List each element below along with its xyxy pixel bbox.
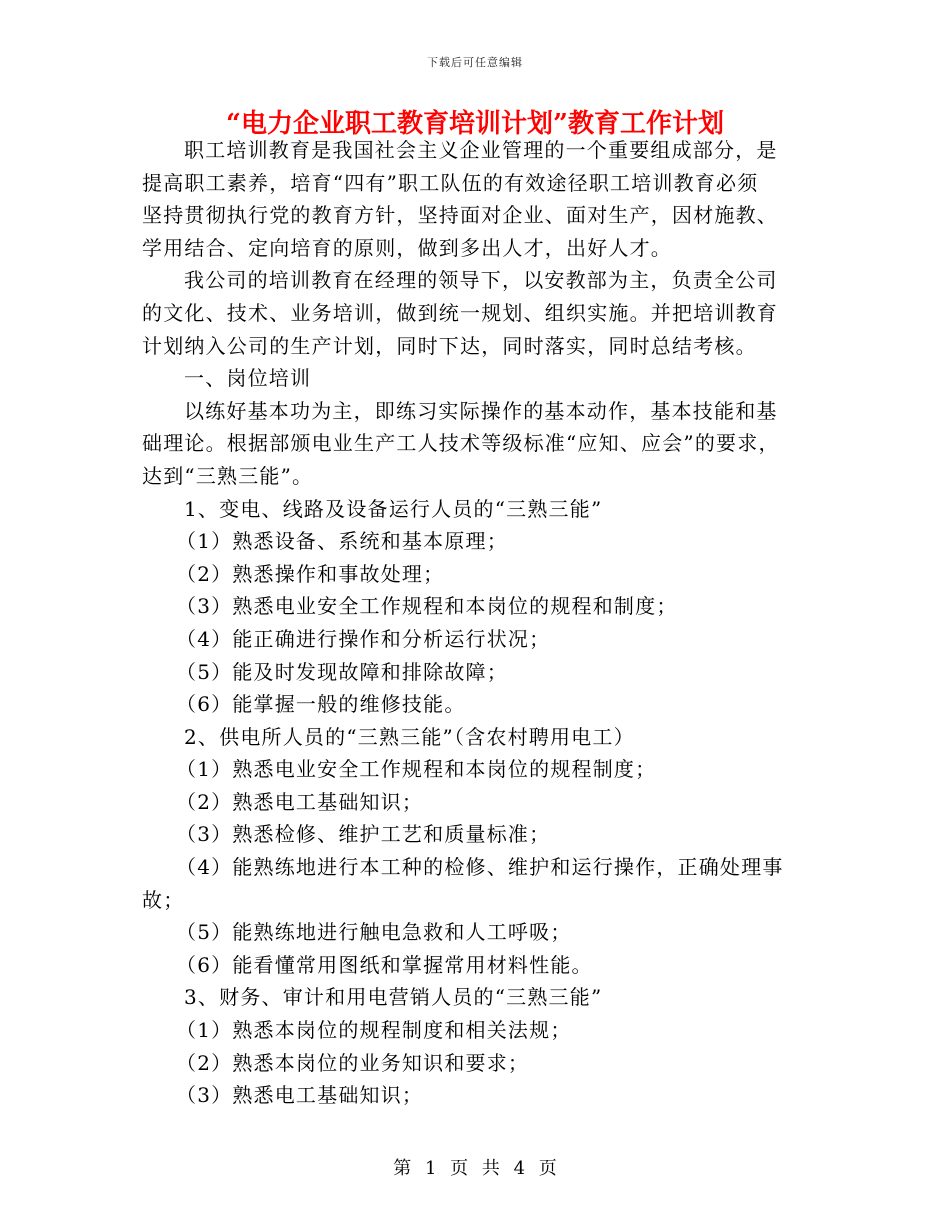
list-item-continuation: 故； bbox=[142, 887, 185, 912]
page-footer: 第 1 页 共 4 页 bbox=[393, 1158, 557, 1179]
list-item: （4）能熟练地进行本工种的检修、维护和运行操作，正确处理事 bbox=[176, 855, 784, 880]
list-item: （2）熟悉本岗位的业务知识和要求； bbox=[176, 1050, 530, 1075]
document-body bbox=[142, 134, 808, 1112]
paragraph-line: 计划纳入公司的生产计划，同时下达，同时落实，同时总结考核。 bbox=[142, 333, 757, 358]
document-title: “电力企业职工教育培训计划”教育工作计划 bbox=[226, 109, 724, 139]
list-item: （5）能及时发现故障和排除故障； bbox=[176, 659, 508, 684]
paragraph-line: 的文化、技术、业务培训，做到统一规划、组织实施。并把培训教育 bbox=[142, 300, 778, 325]
list-item: （6）能看懂常用图纸和掌握常用材料性能。 bbox=[176, 952, 593, 977]
list-item: （1）熟悉本岗位的规程制度和相关法规； bbox=[176, 1018, 572, 1043]
list-item: （1）熟悉电业安全工作规程和本岗位的规程制度； bbox=[176, 757, 657, 782]
list-item: （6）能掌握一般的维修技能。 bbox=[176, 692, 466, 717]
paragraph-line: 提高职工素养，培育“四有”职工队伍的有效途径职工培训教育必须 bbox=[142, 170, 759, 195]
paragraph-line: 我公司的培训教育在经理的领导下，以安教部为主，负责全公司 bbox=[184, 268, 778, 293]
paragraph-line: 坚持贯彻执行党的教育方针，坚持面对企业、面对生产，因材施教、 bbox=[142, 203, 778, 228]
paragraph-line: 以练好基本功为主，即练习实际操作的基本动作，基本技能和基 bbox=[184, 398, 778, 423]
list-item: （3）熟悉电业安全工作规程和本岗位的规程和制度； bbox=[176, 594, 678, 619]
list-item: （3）熟悉检修、维护工艺和质量标准； bbox=[176, 822, 551, 847]
list-item: （2）熟悉操作和事故处理； bbox=[176, 561, 445, 586]
page-header: 下载后可任意编辑 bbox=[427, 56, 523, 69]
paragraph-line: 职工培训教育是我国社会主义企业管理的一个重要组成部分，是 bbox=[184, 138, 778, 162]
list-item: （1）熟悉设备、系统和基本原理； bbox=[176, 529, 508, 554]
list-item: （5）能熟练地进行触电急救和人工呼吸； bbox=[176, 920, 572, 945]
section-heading: 一、岗位培训 bbox=[184, 366, 312, 391]
list-item: （3）熟悉电工基础知识； bbox=[176, 1083, 424, 1108]
list-item: （2）熟悉电工基础知识； bbox=[176, 789, 424, 814]
subsection-heading: 1、变电、线路及设备运行人员的“三熟三能” bbox=[184, 496, 603, 521]
subsection-heading: 3、财务、审计和用电营销人员的“三熟三能” bbox=[184, 985, 603, 1010]
paragraph-line: 达到“三熟三能”。 bbox=[142, 463, 314, 488]
subsection-heading: 2、供电所人员的“三熟三能”（含农村聘用电工） bbox=[184, 724, 635, 749]
paragraph-line: 础理论。根据部颁电业生产工人技术等级标准“应知、应会”的要求， bbox=[142, 431, 780, 456]
paragraph-line: 学用结合、定向培育的原则，做到多出人才，出好人才。 bbox=[142, 235, 672, 260]
list-item: （4）能正确进行操作和分析运行状况； bbox=[176, 626, 551, 651]
